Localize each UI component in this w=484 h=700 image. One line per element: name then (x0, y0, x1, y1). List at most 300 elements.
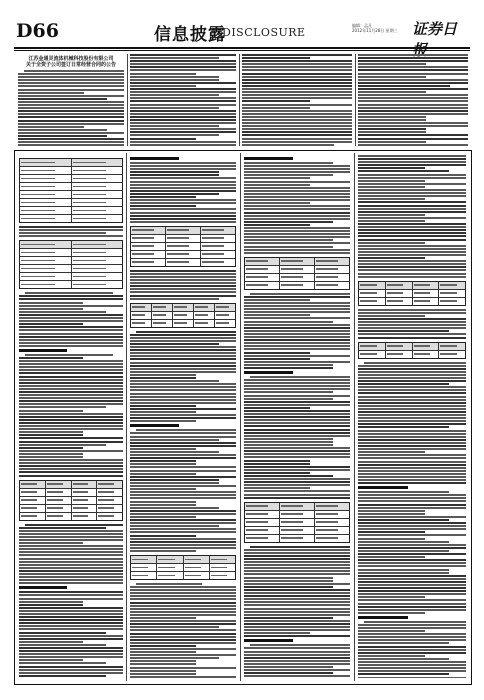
text-line (358, 461, 466, 463)
text-line (19, 591, 123, 593)
table-cell (245, 535, 280, 542)
text-line (19, 616, 123, 618)
text-line (244, 456, 350, 458)
table-cell (20, 265, 72, 272)
table-cell (72, 191, 123, 198)
text-line (130, 660, 196, 662)
table-cell (215, 304, 235, 311)
bottom-column-4 (358, 155, 466, 678)
text-line (358, 63, 426, 65)
table-cell (152, 304, 173, 311)
table-row (20, 489, 122, 497)
text-line (18, 76, 124, 78)
text-line (19, 573, 123, 575)
text-line (244, 617, 333, 619)
text-line (358, 646, 466, 648)
text-line (358, 183, 466, 185)
text-line (242, 131, 352, 133)
text-line (19, 619, 123, 621)
text-line (19, 539, 123, 541)
text-line (130, 199, 236, 201)
text-line (358, 205, 466, 207)
text-line (130, 519, 236, 521)
table-cell (157, 556, 183, 563)
top-column-3 (242, 54, 352, 148)
text-line (244, 580, 333, 582)
data-table (358, 342, 466, 359)
text-line (244, 481, 350, 483)
table-cell (72, 505, 98, 512)
text-line (19, 542, 83, 544)
text-line (358, 525, 466, 527)
text-line (244, 586, 333, 588)
text-line (358, 578, 466, 580)
text-line (244, 663, 350, 665)
text-line (19, 308, 83, 310)
text-line (130, 371, 236, 373)
text-line (358, 192, 466, 194)
data-table (130, 226, 236, 267)
text-line (358, 430, 466, 432)
text-line (358, 473, 466, 475)
table-cell (201, 227, 235, 234)
text-line (244, 196, 350, 198)
text-line (244, 555, 350, 557)
table-cell (315, 274, 349, 281)
text-line (244, 549, 350, 551)
text-line (130, 657, 219, 659)
text-line (244, 407, 310, 409)
text-line (250, 293, 350, 295)
text-line (358, 531, 425, 533)
text-line (358, 195, 466, 197)
table-cell (97, 489, 122, 496)
column-divider (354, 153, 355, 681)
article-title (18, 56, 124, 68)
table-cell (413, 298, 440, 305)
text-line (358, 633, 466, 635)
brand-logo: 证券日 (412, 20, 458, 38)
text-line (130, 513, 236, 515)
text-line (19, 397, 123, 399)
table-cell (201, 251, 235, 258)
text-line (19, 369, 123, 371)
text-line (130, 181, 236, 183)
table-cell (131, 320, 152, 327)
text-line (130, 589, 236, 591)
text-line (244, 199, 350, 201)
text-line (242, 60, 352, 62)
text-line (358, 439, 466, 441)
text-line (244, 466, 350, 468)
text-line (358, 82, 468, 84)
text-line (358, 670, 466, 672)
text-line (130, 144, 236, 146)
text-line (242, 113, 352, 115)
text-line (130, 288, 236, 290)
text-line (130, 91, 236, 93)
article-title-line1: 江苏金通灵流体机械科技股份有限公司 (28, 56, 114, 62)
text-line (358, 161, 466, 163)
table-cell (20, 497, 46, 504)
table-cell (152, 320, 173, 327)
table-cell (280, 258, 315, 265)
text-line (19, 564, 123, 566)
text-line (244, 202, 310, 204)
text-line (136, 583, 202, 585)
text-line (18, 82, 124, 84)
text-line (130, 405, 196, 407)
text-line (18, 138, 124, 140)
text-line (130, 60, 236, 62)
text-line (19, 320, 123, 322)
text-line (244, 592, 350, 594)
text-line (19, 298, 123, 300)
text-line (244, 460, 310, 462)
table-cell (315, 266, 349, 273)
text-line (358, 658, 449, 660)
text-line (358, 599, 466, 601)
text-line (358, 269, 466, 271)
text-line (244, 333, 350, 335)
text-line (19, 622, 123, 624)
text-line (19, 471, 123, 473)
table-cell (280, 503, 315, 510)
text-line (358, 559, 466, 561)
text-line (130, 221, 236, 223)
text-line (19, 428, 123, 430)
text-line (130, 73, 196, 75)
text-line (358, 217, 466, 219)
top-column-1 (18, 54, 124, 146)
text-line (244, 570, 350, 572)
text-line (19, 548, 123, 550)
text-line (18, 144, 124, 146)
text-line (130, 608, 236, 610)
text-line (130, 343, 219, 345)
text-line (18, 113, 124, 115)
text-line (18, 104, 124, 106)
text-line (19, 659, 83, 661)
text-line (130, 457, 236, 459)
text-line (358, 263, 466, 265)
text-line (244, 242, 350, 244)
text-line (244, 620, 350, 622)
text-line (130, 617, 196, 619)
table-cell (157, 564, 183, 571)
text-line (18, 89, 124, 91)
text-line (19, 339, 123, 341)
table-cell (184, 564, 210, 571)
table-row (20, 191, 122, 199)
text-line (358, 76, 426, 78)
table-cell (210, 572, 235, 579)
table-cell (439, 343, 465, 350)
column-divider (127, 54, 128, 146)
text-line (358, 504, 466, 506)
text-line (19, 558, 123, 560)
text-line (19, 570, 123, 572)
table-cell (131, 235, 166, 242)
text-line (130, 482, 219, 484)
table-cell (46, 505, 72, 512)
subheading-bar (19, 586, 67, 589)
text-line (358, 125, 468, 127)
table-row (20, 215, 122, 222)
text-line (130, 535, 196, 537)
text-line (130, 488, 196, 490)
table-cell (166, 251, 201, 258)
text-line (19, 357, 83, 359)
text-line (244, 444, 333, 446)
text-line (358, 186, 425, 188)
text-line (358, 423, 466, 425)
text-line (242, 141, 352, 143)
table-row (245, 519, 349, 527)
table-cell (315, 535, 349, 542)
text-line (130, 362, 236, 364)
text-line (358, 627, 466, 629)
text-line (358, 405, 466, 407)
table-cell (72, 215, 123, 222)
text-line (242, 134, 352, 136)
text-line (242, 144, 334, 146)
table-row (359, 298, 465, 305)
table-row (131, 312, 235, 320)
text-line (19, 314, 123, 316)
text-line (242, 138, 352, 140)
text-line (130, 63, 236, 65)
text-line (130, 494, 236, 496)
text-line (130, 334, 236, 336)
column-divider (240, 153, 241, 681)
table-cell (210, 564, 235, 571)
text-line (244, 181, 350, 183)
text-line (130, 107, 219, 109)
text-line (19, 305, 123, 307)
text-line (358, 510, 425, 512)
text-line (358, 321, 466, 323)
text-line (244, 490, 350, 492)
text-line (130, 417, 236, 419)
text-line (130, 368, 236, 370)
text-line (130, 57, 219, 59)
table-cell (439, 351, 465, 358)
text-line (358, 538, 425, 540)
text-line (244, 398, 333, 400)
table-cell (280, 511, 315, 518)
text-line (244, 552, 350, 554)
text-line (358, 144, 468, 146)
table-row (245, 282, 349, 289)
table-row (131, 235, 235, 243)
article-title-line2: 关于全资子公司签订日常经营合同的公告 (25, 62, 116, 68)
text-line (358, 97, 468, 99)
data-table (244, 502, 350, 543)
text-line (130, 673, 196, 675)
text-line (242, 73, 352, 75)
text-line (244, 413, 350, 415)
table-row (131, 564, 235, 572)
table-cell (315, 519, 349, 526)
text-line (358, 636, 466, 638)
text-line (358, 131, 426, 133)
table-row (20, 497, 122, 505)
text-line (242, 116, 352, 118)
text-line (242, 82, 352, 84)
text-line (242, 110, 352, 112)
text-line (130, 279, 236, 281)
text-line (19, 650, 123, 652)
text-line (19, 403, 123, 405)
text-line (358, 500, 466, 502)
text-line (130, 386, 236, 388)
text-line (358, 383, 449, 385)
text-line (18, 129, 107, 131)
text-line (244, 497, 350, 499)
text-line (19, 628, 123, 630)
text-line (130, 119, 236, 121)
text-line (19, 662, 106, 664)
text-line (130, 212, 236, 214)
text-line (358, 235, 466, 237)
text-line (19, 437, 123, 439)
text-line (130, 654, 236, 656)
table-cell (315, 527, 349, 534)
table-cell (280, 519, 315, 526)
text-line (244, 422, 350, 424)
text-line (244, 227, 350, 229)
text-line (130, 285, 236, 287)
text-line (244, 168, 350, 170)
text-line (130, 516, 196, 518)
text-line (19, 610, 123, 612)
text-line (244, 252, 350, 254)
bottom-column-2 (130, 155, 236, 678)
text-line (18, 107, 124, 109)
text-line (242, 128, 352, 130)
text-line (358, 60, 468, 62)
text-line (244, 355, 350, 357)
text-line (244, 165, 350, 167)
text-line (130, 190, 236, 192)
text-line (242, 91, 352, 93)
text-line (242, 79, 352, 81)
text-line (358, 104, 468, 106)
table-cell (131, 227, 166, 234)
text-line (358, 454, 466, 456)
text-line (130, 592, 236, 594)
text-line (19, 394, 123, 396)
text-line (358, 562, 466, 564)
text-line (130, 196, 196, 198)
text-line (130, 340, 236, 342)
text-line (130, 501, 196, 503)
table-cell (20, 281, 72, 288)
text-line (358, 315, 425, 317)
text-line (244, 450, 350, 452)
table-cell (20, 215, 72, 222)
text-line (19, 419, 123, 421)
masthead-rule (14, 47, 470, 49)
text-line (244, 494, 350, 496)
text-line (130, 273, 236, 275)
table-row (131, 572, 235, 579)
text-line (130, 620, 236, 622)
text-line (250, 644, 350, 646)
text-line (130, 383, 236, 385)
text-line (244, 657, 350, 659)
text-line (130, 122, 236, 124)
subheading-bar (244, 371, 293, 374)
table-cell (20, 191, 72, 198)
text-line (244, 190, 350, 192)
text-line (244, 660, 350, 662)
text-line (19, 598, 123, 600)
text-line (358, 257, 425, 259)
text-line (358, 223, 466, 225)
table-cell (20, 273, 72, 280)
table-cell (386, 282, 413, 289)
text-line (242, 97, 352, 99)
text-line (244, 487, 310, 489)
text-line (130, 352, 236, 354)
text-line (130, 586, 236, 588)
text-line (358, 128, 426, 130)
text-line (358, 584, 466, 586)
text-line (244, 675, 350, 677)
text-line (358, 673, 449, 675)
text-line (250, 546, 350, 548)
text-line (19, 647, 123, 649)
table-cell (166, 227, 201, 234)
text-line (242, 69, 352, 71)
text-line (19, 635, 123, 637)
table-row (20, 207, 122, 215)
table-cell (97, 497, 122, 504)
text-line (19, 582, 123, 584)
text-line (244, 382, 350, 384)
text-line (358, 91, 426, 93)
text-line (358, 464, 466, 466)
text-line (19, 638, 123, 640)
table-cell (72, 481, 98, 488)
page-number: D66 (16, 20, 59, 42)
table-cell (184, 572, 210, 579)
data-table (244, 257, 350, 290)
text-line (19, 400, 123, 402)
text-line (19, 295, 123, 297)
text-line (358, 386, 466, 388)
text-line (18, 79, 124, 81)
text-line (244, 224, 310, 226)
text-line (244, 429, 350, 431)
text-line (358, 667, 466, 669)
text-line (244, 561, 350, 563)
text-line (25, 292, 112, 294)
text-line (242, 122, 352, 124)
text-line (244, 311, 350, 313)
edition-editor: 编辑：孟凡 (352, 23, 372, 28)
table-row (359, 351, 465, 358)
text-line (358, 198, 425, 200)
table-row (131, 556, 235, 564)
text-line (358, 167, 425, 169)
table-cell (131, 243, 166, 250)
text-line (358, 677, 466, 679)
text-line (19, 579, 123, 581)
text-line (130, 605, 236, 607)
